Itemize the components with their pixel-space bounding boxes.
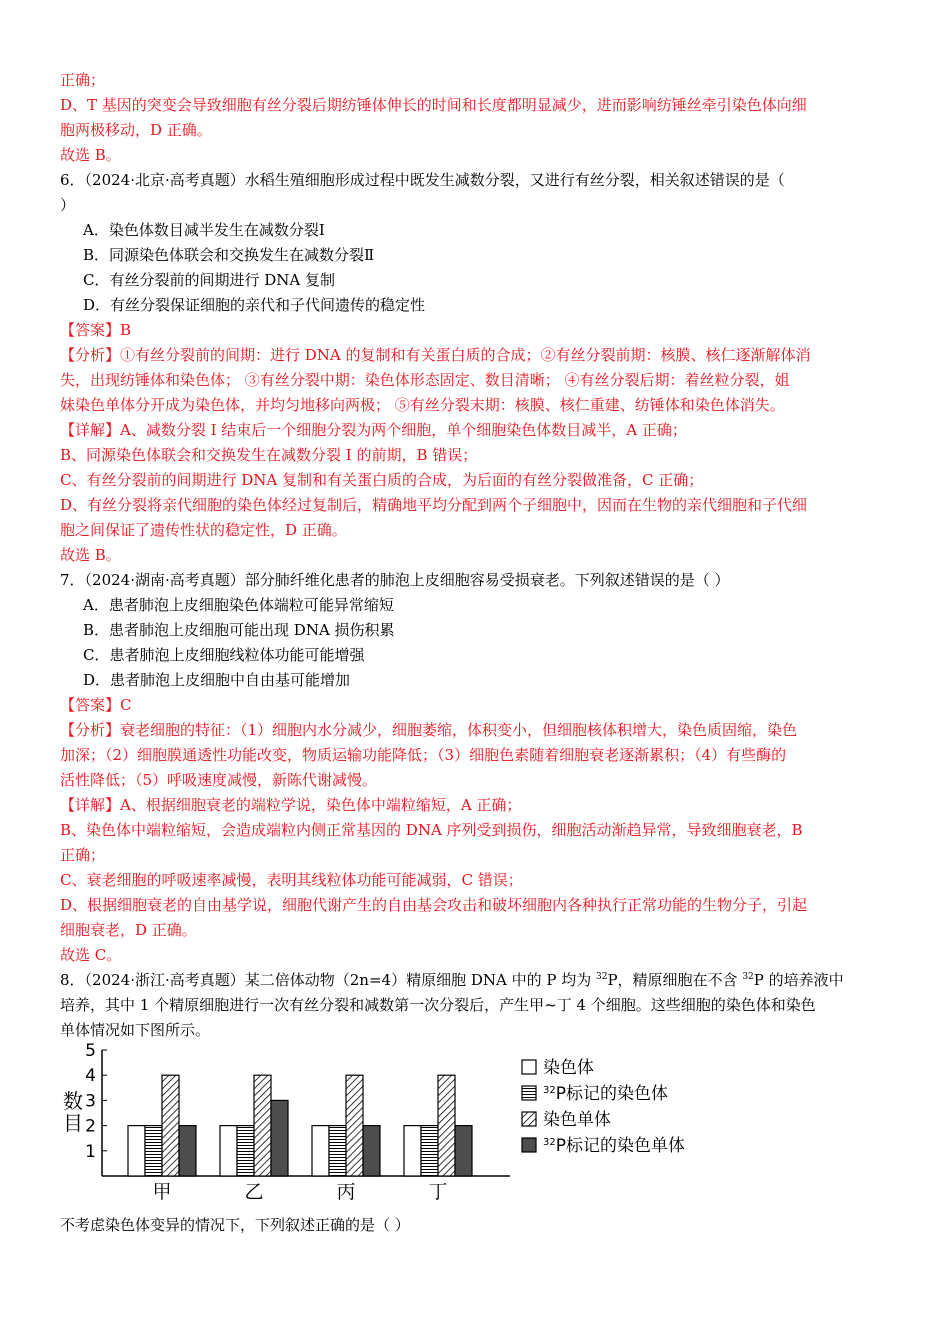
text-fragment: 8．（2024·浙江·高考真题）某二倍体动物（2n=4）精原细胞 DNA 中的 P 均为 <box>60 971 596 989</box>
option-a: A．患者肺泡上皮细胞染色体端粒可能异常缩短 <box>83 596 394 614</box>
analysis: 妹染色单体分开成为染色体，并均匀地移向两极； ⑤有丝分裂末期：核膜、核仁重建、纺锤体和染色体消失。 <box>60 396 785 414</box>
legend-entry: 染色单体 <box>543 1110 611 1130</box>
analysis: 【分析】衰老细胞的特征：（1）细胞内水分减少，细胞萎缩，体积变小，但细胞核体积增大，染色质固缩，染色 <box>60 721 798 739</box>
explanation: C、衰老细胞的呼吸速率减慢，表明其线粒体功能可能减弱，C 错误； <box>60 871 523 889</box>
text-line: 胞两极移动，D 正确。 <box>60 121 212 139</box>
question-6-stem: ） <box>60 196 76 214</box>
bar <box>404 1126 421 1176</box>
legend-swatch <box>522 1112 536 1126</box>
question-8-stem: 单体情况如下图所示。 <box>60 1021 211 1039</box>
question-8-stem: 培养，其中 1 个精原细胞进行一次有丝分裂和减数第一次分裂后，产生甲~丁 4 个细胞。这些细胞的染色体和染色 <box>60 996 816 1014</box>
explanation: 【详解】A、减数分裂 I 结束后一个细胞分裂为两个细胞，单个细胞染色体数目减半，A 正确； <box>60 421 687 439</box>
explanation: B、同源染色体联会和交换发生在减数分裂 I 的前期，B 错误； <box>60 446 478 464</box>
explanation: 正确； <box>60 846 106 864</box>
explanation: D、有丝分裂将亲代细胞的染色体经过复制后，精确地平均分配到两个子细胞中，因而在生物的亲代细胞和子代细 <box>60 496 808 514</box>
y-tick-label: 1 <box>85 1141 96 1162</box>
explanation: B、染色体中端粒缩短，会造成端粒内侧正常基因的 DNA 序列受到损伤，细胞活动渐趋异常，导致细胞衰老，B <box>60 821 803 839</box>
option-c: C．患者肺泡上皮细胞线粒体功能可能增强 <box>83 646 365 664</box>
y-tick-label: 3 <box>85 1091 96 1112</box>
bar <box>346 1075 363 1176</box>
explanation: D、根据细胞衰老的自由基学说，细胞代谢产生的自由基会攻击和破坏细胞内各种执行正常功能的生物分子，引起 <box>60 896 808 914</box>
superscript: 32 <box>596 972 608 982</box>
explanation: 胞之间保证了遗传性状的稳定性，D 正确。 <box>60 521 347 539</box>
bar <box>271 1100 288 1176</box>
text-line: 正确； <box>60 71 106 89</box>
bar <box>128 1126 145 1176</box>
y-tick-label: 2 <box>85 1116 96 1137</box>
bar <box>421 1126 438 1176</box>
bar <box>237 1126 254 1176</box>
explanation: 故选 B。 <box>60 546 121 564</box>
analysis: 活性降低；（5）呼吸速度减慢，新陈代谢减慢。 <box>60 771 378 789</box>
superscript: 32 <box>742 972 754 982</box>
option-d: D．患者肺泡上皮细胞中自由基可能增加 <box>83 671 351 689</box>
bar <box>312 1126 329 1176</box>
option-d: D．有丝分裂保证细胞的亲代和子代间遗传的稳定性 <box>83 296 426 314</box>
y-axis-label: 目 <box>63 1111 83 1135</box>
legend-swatch <box>522 1086 536 1100</box>
bar-chart <box>60 1042 740 1212</box>
question-7-stem: 7．（2024·湖南·高考真题）部分肺纤维化患者的肺泡上皮细胞容易受损衰老。下列叙述错误的是（ ） <box>60 571 730 589</box>
explanation: 细胞衰老，D 正确。 <box>60 921 197 939</box>
explanation: 【详解】A、根据细胞衰老的端粒学说，染色体中端粒缩短，A 正确； <box>60 796 522 814</box>
text-fragment: P，精原细胞在不含 <box>607 971 743 989</box>
legend-swatch <box>522 1138 536 1152</box>
y-tick-label: 4 <box>85 1066 96 1087</box>
bar <box>363 1126 380 1176</box>
analysis: 失，出现纺锤体和染色体； ③有丝分裂中期：染色体形态固定、数目清晰； ④有丝分裂后期：着丝粒分裂，姐 <box>60 371 790 389</box>
y-axis-label: 数 <box>63 1089 83 1113</box>
x-tick-label: 乙 <box>244 1181 264 1203</box>
bar <box>438 1075 455 1176</box>
legend-entry: $^{32}$P标记的染色单体 <box>543 1136 685 1156</box>
option-c: C．有丝分裂前的间期进行 DNA 复制 <box>83 271 335 289</box>
option-b: B．同源染色体联会和交换发生在减数分裂Ⅱ <box>83 246 375 264</box>
answer: 【答案】B <box>60 321 132 339</box>
x-tick-label: 丙 <box>336 1181 356 1203</box>
question-6-stem: 6．（2024·北京·高考真题）水稻生殖细胞形成过程中既发生减数分裂，又进行有丝分裂，相关叙述错误的是（ <box>60 171 785 189</box>
question-8-prompt: 不考虑染色体变异的情况下，下列叙述正确的是（ ） <box>60 1216 410 1234</box>
question-8-stem <box>60 970 844 990</box>
text-line: 故选 B。 <box>60 146 121 164</box>
explanation: C、有丝分裂前的间期进行 DNA 复制和有关蛋白质的合成，为后面的有丝分裂做准备，C 正确； <box>60 471 704 489</box>
explanation: 故选 C。 <box>60 946 122 964</box>
bar <box>220 1126 237 1176</box>
option-b: B．患者肺泡上皮细胞可能出现 DNA 损伤积累 <box>83 621 395 639</box>
legend-entry: 染色体 <box>543 1058 594 1078</box>
answer: 【答案】C <box>60 696 132 714</box>
bar <box>254 1075 271 1176</box>
legend-entry: $^{32}$P标记的染色体 <box>543 1084 668 1104</box>
text-line: D、T 基因的突变会导致细胞有丝分裂后期纺锤体伸长的时间和长度都明显减少，进而影响纺锤丝牵引染色体向细 <box>60 96 807 114</box>
bar <box>145 1126 162 1176</box>
option-a: A．染色体数目减半发生在减数分裂Ⅰ <box>83 221 325 239</box>
x-tick-label: 甲 <box>152 1181 172 1203</box>
x-tick-label: 丁 <box>428 1181 448 1203</box>
text-fragment: P 的培养液中 <box>753 971 844 989</box>
bar <box>329 1126 346 1176</box>
analysis: 加深；（2）细胞膜通透性功能改变，物质运输功能降低；（3）细胞色素随着细胞衰老逐渐累积；（4）有些酶的 <box>60 746 787 764</box>
bar <box>179 1126 196 1176</box>
bar <box>162 1075 179 1176</box>
y-tick-label: 5 <box>85 1042 96 1061</box>
analysis: 【分析】①有丝分裂前的间期：进行 DNA 的复制和有关蛋白质的合成；②有丝分裂前期：核膜、核仁逐渐解体消 <box>60 346 811 364</box>
legend-swatch <box>522 1060 536 1074</box>
bar <box>455 1126 472 1176</box>
